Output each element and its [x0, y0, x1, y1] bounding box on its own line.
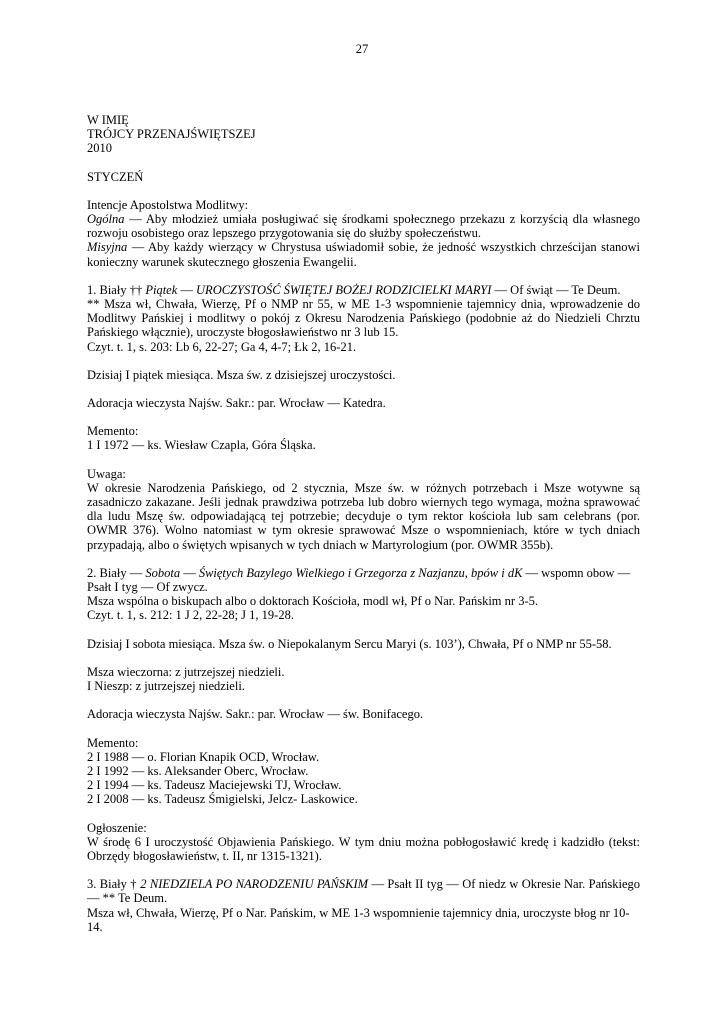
day1-remark-text: W okresie Narodzenia Pańskiego, od 2 stycznia, Msze św. w różnych potrzebach i Msze wotywne są zasadniczo zakazane. Jeśli jednak prawdziwa potrzeba lub dobro wiernych tego wymaga, można sprawować dla ludu Mszę św. odpowiadającą tej potrzebie; decyduje o tym rektor kościoła lub sam celebrans (por. OWMR 376). Wolno natomiast w tym okresie sprawować Msze o wspomnieniach, które w tych dniach przypadają, albo o świętych wpisanych w tych dniach w Martyrologium (por. OWMR 355b). — [87, 480, 640, 552]
day1-dash: — — [177, 282, 197, 297]
intention-general — [87, 212, 640, 240]
day1-memento-title: Memento: — [87, 424, 139, 439]
day1-weekday: Piątek — [145, 282, 178, 297]
document-body — [87, 113, 640, 934]
intention-mission-label: Misyjna — [87, 240, 128, 255]
header-line-2: TRÓJCY PRZENAJŚWIĘTSZEJ — [87, 127, 256, 142]
day3-heading — [87, 877, 640, 905]
day1-heading — [87, 283, 640, 297]
day2-announcement-text: W środę 6 I uroczystość Objawienia Pańskiego. W tym dniu można pobłogosławić kredę i kadzidło (tekst: Obrzędy błogosławieństw, t. II, nr 1315-1321). — [87, 834, 640, 863]
page-number: 27 — [355, 42, 369, 56]
day2-prefix: 2. Biały — — [87, 565, 146, 580]
day2-evening-mass: Msza wieczorna: z jutrzejszej niedzieli. — [87, 664, 285, 679]
day1-mass: ** Msza wł, Chwała, Wierzę, Pf o NMP nr 55, w ME 1-3 wspomnienie tajemnicy dnia, wprowadzenie do Modlitwy Pańskiej i modlitwy o pokój z Okresu Narodzenia Pańskiego (podobnie aż do Niedzieli Chrztu Pańskiego włącznie), uroczyste błogosławieństwo nr 3 lub 15. — [87, 297, 640, 340]
day2-weekday: Sobota — [145, 565, 181, 580]
intention-mission-text: — Aby każdy wierzący w Chrystusa uświadomił sobie, że jedność wszystkich chrześcijan stanowi konieczny warunek skutecznego głoszenia Ewangelii. — [87, 240, 640, 269]
intention-general-label: Ogólna — [87, 212, 125, 227]
day2-readings: Czyt. t. 1, s. 212: 1 J 2, 22-28; J 1, 19-28. — [87, 608, 294, 623]
day1-feast: UROCZYSTOŚĆ ŚWIĘTEJ BOŻEJ RODZICIELKI MARYI — [196, 282, 492, 297]
day1-prefix: 1. Biały †† — [87, 282, 146, 297]
intentions-title: Intencje Apostolstwa Modlitwy: — [87, 197, 249, 212]
intention-general-text: — Aby młodzież umiała posługiwać się środkami społecznego przekazu z korzyścią dla własnego rozwoju osobistego oraz lepszego przygotowania się do służby społeczeństwu. — [87, 212, 640, 241]
day1-adoration: Adoracja wieczysta Najśw. Sakr.: par. Wrocław — Katedra. — [87, 396, 386, 411]
day2-feast: Świętych Bazylego Wielkiego i Grzegorza z Nazjanzu, bpów i dK — [198, 565, 523, 580]
day2-memento-item: 2 I 1988 — o. Florian Knapik OCD, Wrocław. — [87, 749, 320, 764]
day2-suffix: — wspomn obow — Psałt I tyg — Of zwycz. — [87, 565, 631, 595]
day2-note: Dzisiaj I sobota miesiąca. Msza św. o Niepokalanym Sercu Maryi (s. 103’), Chwała, Pf o NMP nr 55-58. — [87, 636, 612, 651]
day1-memento-item: 1 I 1972 — ks. Wiesław Czapla, Góra Śląska. — [87, 438, 316, 453]
day2-memento-item: 2 I 1992 — ks. Aleksander Oberc, Wrocław. — [87, 763, 309, 778]
day2-vespers: I Nieszp: z jutrzejszej niedzieli. — [87, 679, 245, 694]
day1-note: Dzisiaj I piątek miesiąca. Msza św. z dzisiejszej uroczystości. — [87, 367, 396, 382]
day2-dash: — — [180, 565, 199, 580]
day1-suffix: — Of świąt — Te Deum. — [491, 282, 621, 297]
day1-readings: Czyt. t. 1, s. 203: Lb 6, 22-27; Ga 4, 4-7; Łk 2, 16-21. — [87, 339, 357, 354]
day2-announcement-title: Ogłoszenie: — [87, 820, 147, 835]
intention-mission — [87, 240, 640, 268]
day3-suffix: — Psałt II tyg — Of niedz w Okresie Nar. Pańskiego — ** Te Deum. — [87, 877, 641, 906]
day2-memento-item: 2 I 1994 — ks. Tadeusz Maciejewski TJ, Wrocław. — [87, 778, 342, 793]
day1-remark-title: Uwaga: — [87, 466, 126, 481]
month-heading: STYCZEŃ — [87, 169, 144, 184]
day2-adoration: Adoracja wieczysta Najśw. Sakr.: par. Wrocław — św. Bonifacego. — [87, 707, 424, 722]
day2-memento-item: 2 I 2008 — ks. Tadeusz Śmigielski, Jelcz- Laskowice. — [87, 792, 358, 807]
day3-mass: Msza wł, Chwała, Wierzę, Pf o Nar. Pańskim, w ME 1-3 wspomnienie tajemnicy dnia, uroczyste błog nr 10-14. — [87, 905, 630, 934]
day3-feast: 2 NIEDZIELA PO NARODZENIU PAŃSKIM — [140, 877, 369, 892]
header-year: 2010 — [87, 141, 112, 156]
day2-heading — [87, 566, 640, 594]
header-line-1: W IMIĘ — [87, 113, 129, 127]
day2-memento-title: Memento: — [87, 735, 139, 750]
day3-prefix: 3. Biały † — [87, 877, 141, 892]
day2-mass: Msza wspólna o biskupach albo o doktorach Kościoła, modl wł, Pf o Nar. Pańskim nr 3-5. — [87, 594, 538, 609]
